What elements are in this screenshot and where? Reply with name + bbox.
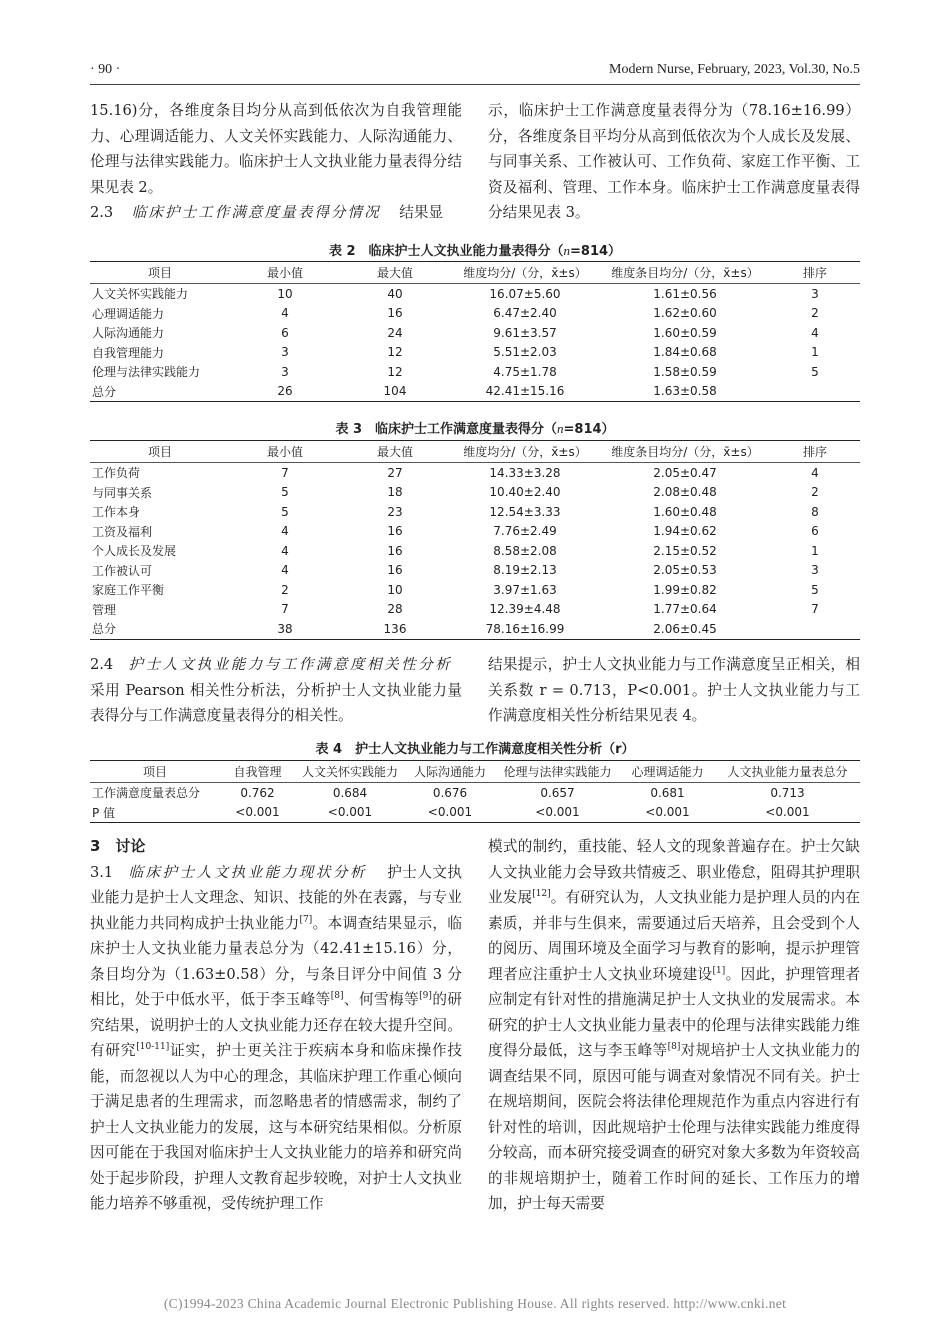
column-header: 维度条目均分/（分，x̄±s） bbox=[600, 441, 770, 463]
top-right-column bbox=[488, 98, 860, 226]
table-cell: 6.47±2.40 bbox=[493, 306, 557, 321]
table-cell: 14.33±3.28 bbox=[489, 465, 561, 480]
column-header: 项目 bbox=[90, 761, 220, 783]
row-label: P 值 bbox=[90, 803, 220, 823]
table-cell: 2.05±0.47 bbox=[653, 465, 717, 480]
table-cell: 3.97±1.63 bbox=[493, 582, 557, 597]
table3 bbox=[90, 440, 860, 640]
table-cell: 1.84±0.68 bbox=[653, 345, 717, 360]
table-row bbox=[90, 561, 860, 581]
column-header: 最小值 bbox=[230, 262, 340, 284]
table-cell: 2.06±0.45 bbox=[600, 619, 770, 639]
table-row bbox=[90, 522, 860, 542]
table-cell: 1.58±0.59 bbox=[653, 364, 717, 379]
column-header: 最大值 bbox=[340, 262, 450, 284]
table-cell: 1 bbox=[811, 543, 819, 558]
table-cell: 2 bbox=[811, 485, 819, 500]
table-row bbox=[90, 541, 860, 561]
table4 bbox=[90, 760, 860, 823]
table-cell: <0.001 bbox=[620, 803, 715, 823]
table-row bbox=[90, 580, 860, 600]
table-cell: 23 bbox=[387, 504, 403, 519]
table-cell: 1.77±0.64 bbox=[653, 602, 717, 617]
table-cell: 10 bbox=[387, 582, 403, 597]
table-cell: 0.713 bbox=[770, 785, 805, 800]
row-label: 自我管理能力 bbox=[92, 345, 165, 360]
row-label: 人际沟通能力 bbox=[92, 326, 165, 341]
table-cell: 2 bbox=[811, 306, 819, 321]
row-label: 心理调适能力 bbox=[92, 306, 165, 321]
column-header: 人际沟通能力 bbox=[405, 761, 495, 783]
citation: [7] bbox=[299, 914, 313, 925]
table-cell: 12 bbox=[387, 364, 403, 379]
table-cell: 4 bbox=[281, 543, 289, 558]
table-cell: <0.001 bbox=[405, 803, 495, 823]
table-header-row bbox=[90, 441, 860, 463]
table-cell: 1.99±0.82 bbox=[653, 582, 717, 597]
table-cell: 18 bbox=[387, 485, 403, 500]
table-cell: 2.05±0.53 bbox=[653, 563, 717, 578]
table-cell: 2.08±0.48 bbox=[653, 485, 717, 500]
column-header: 项目 bbox=[90, 262, 230, 284]
table-cell: 12.39±4.48 bbox=[489, 602, 561, 617]
table-cell: 1.62±0.60 bbox=[653, 306, 717, 321]
subsection-number: 3.1 bbox=[90, 863, 114, 881]
table-row bbox=[90, 382, 860, 402]
header-rule bbox=[90, 84, 860, 85]
row-label: 家庭工作平衡 bbox=[92, 583, 165, 598]
table2 bbox=[90, 261, 860, 402]
table-cell: <0.001 bbox=[295, 803, 405, 823]
table-row bbox=[90, 362, 860, 382]
table-cell: 6 bbox=[281, 325, 289, 340]
column-header: 维度均分/（分，x̄±s） bbox=[450, 441, 600, 463]
column-header: 伦理与法律实践能力 bbox=[495, 761, 620, 783]
table-cell: 9.61±3.57 bbox=[493, 325, 557, 340]
table-cell: 24 bbox=[387, 325, 403, 340]
discussion-right-column bbox=[488, 834, 860, 1217]
table-cell: 1 bbox=[811, 345, 819, 360]
section-body: 采用 Pearson 相关性分析法，分析护士人文执业能力量表得分与工作满意度量表得分的相关性。 bbox=[90, 681, 462, 724]
table-cell: 16 bbox=[387, 306, 403, 321]
row-label: 总分 bbox=[90, 619, 230, 639]
table-cell: 1.60±0.59 bbox=[653, 325, 717, 340]
citation: [1] bbox=[712, 965, 726, 976]
discussion-left-column bbox=[90, 834, 462, 1217]
section-number: 2.4 bbox=[90, 656, 114, 673]
table-cell: 8.58±2.08 bbox=[493, 543, 557, 558]
column-header: 排序 bbox=[770, 441, 860, 463]
table-row bbox=[90, 483, 860, 503]
table-cell: 4 bbox=[811, 465, 819, 480]
table-cell: 4 bbox=[811, 325, 819, 340]
table-cell: <0.001 bbox=[495, 803, 620, 823]
table-cell: 28 bbox=[387, 602, 403, 617]
table-cell: 2.15±0.52 bbox=[653, 543, 717, 558]
mid-right-paragraph: 结果提示，护士人文执业能力与工作满意度呈正相关，相关系数 r = 0.713，P<0.001。护士人文执业能力与工作满意度相关性分析结果见表 4。 bbox=[488, 656, 860, 724]
table-cell: 16 bbox=[387, 524, 403, 539]
row-label: 人文关怀实践能力 bbox=[92, 287, 189, 302]
table-cell: 12 bbox=[387, 345, 403, 360]
row-label: 伦理与法律实践能力 bbox=[92, 365, 201, 380]
table-cell: 42.41±15.16 bbox=[450, 382, 600, 402]
table-cell: <0.001 bbox=[715, 803, 860, 823]
top-left-paragraph: 15.16)分，各维度条目均分从高到低依次为自我管理能力、心理调适能力、人文关怀实践能力、人际沟通能力、伦理与法律实践能力。临床护士人文执业能力量表得分结果见表 2。 bbox=[90, 102, 462, 196]
table-row bbox=[90, 502, 860, 522]
table-cell bbox=[770, 382, 860, 402]
table-row bbox=[90, 343, 860, 363]
table-cell: 8.19±2.13 bbox=[493, 563, 557, 578]
top-left-column bbox=[90, 98, 462, 226]
table-row bbox=[90, 304, 860, 324]
table-cell: 136 bbox=[340, 619, 450, 639]
table-cell: 0.684 bbox=[332, 785, 368, 800]
section-3-heading: 3 讨论 bbox=[90, 837, 146, 855]
table-row bbox=[90, 619, 860, 639]
table-cell: 0.681 bbox=[650, 785, 685, 800]
table-row bbox=[90, 803, 860, 823]
table-cell: 7 bbox=[811, 602, 819, 617]
column-header: 最大值 bbox=[340, 441, 450, 463]
row-label: 工作满意度量表总分 bbox=[92, 786, 201, 801]
table-cell: 4.75±1.78 bbox=[493, 364, 557, 379]
mid-left-column bbox=[90, 652, 462, 729]
citation: [8] bbox=[330, 991, 344, 1002]
column-header: 维度均分/（分，x̄±s） bbox=[450, 262, 600, 284]
table-cell: 1.61±0.56 bbox=[653, 286, 717, 301]
column-header: 维度条目均分/（分，x̄±s） bbox=[600, 262, 770, 284]
table-header-row bbox=[90, 761, 860, 783]
table-cell: 3 bbox=[811, 286, 819, 301]
section-3-1-paragraph: 3.1 临床护士人文执业能力现状分析 护士人文执业能力是护士人文理念、知识、技能的外在表露，与专业执业能力共同构成护士执业能力[7]。本调查结果显示，临床护士人文执业能力量表总分为（42.41±15.16）分，条目均分为（1.63±0.58）分，与条目评分中间值 3 分相比，处于中低水平，低于李玉峰等[8]、何雪梅等[9]的研究结果，说明护士的人文执业能力还存在较大提升空间。有研究[10-11]证实，护士更关注于疾病本身和临床操作技能，而忽视以人为中心的理念，其临床护理工作重心倾向于满足患者的生理需求，而忽略患者的情感需求，制约了护士人文执业能力的发展，这与本研究结果相似。分析原因可能在于我国对临床护士人文执业能力的培养和研究尚处于起步阶段，护理人文教育起步较晚，对护士人文执业能力培养不够重视，受传统护理工作 bbox=[90, 863, 462, 1212]
table-cell: 104 bbox=[340, 382, 450, 402]
column-header: 自我管理 bbox=[220, 761, 295, 783]
row-label: 工资及福利 bbox=[92, 524, 153, 539]
discussion-block bbox=[90, 834, 860, 1217]
top-text-block bbox=[90, 98, 860, 226]
subsection-title: 临床护士人文执业能力现状分析 bbox=[128, 863, 367, 881]
table-cell: 5 bbox=[811, 582, 819, 597]
citation: [9] bbox=[419, 991, 432, 1002]
mid-text-block bbox=[90, 652, 860, 729]
table-cell: 8 bbox=[811, 504, 819, 519]
table4-caption: 表 4 护士人文执业能力与工作满意度相关性分析（r） bbox=[315, 742, 635, 757]
table-cell: 10 bbox=[277, 286, 293, 301]
citation: [12] bbox=[532, 889, 551, 900]
table-cell: 3 bbox=[281, 345, 289, 360]
table-cell: 4 bbox=[281, 563, 289, 578]
page-header bbox=[90, 58, 860, 80]
row-label: 个人成长及发展 bbox=[92, 544, 177, 559]
table-cell: 12.54±3.33 bbox=[489, 504, 561, 519]
top-right-paragraph: 示，临床护士工作满意度量表得分为（78.16±16.99）分，各维度条目平均分从高到低依次为个人成长及发展、与同事关系、工作被认可、工作负荷、家庭工作平衡、工资及福利、管理、工作本身。临床护士工作满意度量表得分结果见表 3。 bbox=[488, 102, 860, 221]
section-lead-text: 结果显 bbox=[399, 204, 444, 221]
column-header: 项目 bbox=[90, 441, 230, 463]
discussion-right-paragraph: 模式的制约，重技能、轻人文的现象普遍存在。护士欠缺人文执业能力会导致共情疲乏、职业倦怠，阻碍其护理职业发展[12]。有研究认为，人文执业能力是护理人员的内在素质，并非与生俱来，需要通过后天培养，且会受到个人的阅历、周围环境及全面学习与教育的影响，提示护理管理者应注重护士人文执业环境建设[1]。因此，护理管理者应制定有针对性的措施满足护士人文执业的发展需求。本研究的护士人文执业能力量表中的伦理与法律实践能力维度得分最低，这与李玉峰等[8]对规培护士人文执业能力的调查结果不同，原因可能与调查对象情况不同有关。护士在规培期间，医院会将法律伦理规范作为重点内容进行有针对性的培训，因此规培护士伦理与法律实践能力维度得分较高，而本研究接受调查的研究对象大多数为年资较高的非规培期护士，随着工作时间的延长、工作压力的增加，护士每天需要 bbox=[488, 838, 860, 1212]
journal-citation: Modern Nurse, February, 2023, Vol.30, No.5 bbox=[609, 62, 860, 77]
row-label: 工作负荷 bbox=[92, 466, 141, 481]
table-cell: 1.63±0.58 bbox=[600, 382, 770, 402]
section-2-4-paragraph bbox=[90, 652, 462, 729]
table-cell: 5.51±2.03 bbox=[493, 345, 557, 360]
column-header: 心理调适能力 bbox=[620, 761, 715, 783]
table2-caption: 表 2 临床护士人文执业能力量表得分（n=814） bbox=[328, 243, 622, 259]
table-row bbox=[90, 600, 860, 620]
table-cell: 1.60±0.48 bbox=[653, 504, 717, 519]
table-cell: 40 bbox=[387, 286, 403, 301]
column-header: 人文关怀实践能力 bbox=[295, 761, 405, 783]
table-cell: 16.07±5.60 bbox=[489, 286, 561, 301]
section-number: 2.3 bbox=[90, 204, 114, 221]
table-cell: 4 bbox=[281, 524, 289, 539]
table3-caption: 表 3 临床护士工作满意度量表得分（n=814） bbox=[335, 421, 615, 437]
table-cell: 10.40±2.40 bbox=[489, 485, 561, 500]
citation: [10-11] bbox=[136, 1042, 170, 1053]
table-cell: 7 bbox=[281, 465, 289, 480]
table-cell: 3 bbox=[281, 364, 289, 379]
table-cell: 3 bbox=[811, 563, 819, 578]
table-cell: 7 bbox=[281, 602, 289, 617]
table-cell: 16 bbox=[387, 563, 403, 578]
table-cell: <0.001 bbox=[220, 803, 295, 823]
table-cell: 4 bbox=[281, 306, 289, 321]
column-header: 最小值 bbox=[230, 441, 340, 463]
copyright-footer: (C)1994-2023 China Academic Journal Electronic Publishing House. All rights reserved. http://www.cnki.net bbox=[163, 1296, 787, 1311]
column-header: 排序 bbox=[770, 262, 860, 284]
row-label: 与同事关系 bbox=[92, 485, 153, 500]
citation: [8] bbox=[667, 1042, 681, 1053]
table-cell: 16 bbox=[387, 543, 403, 558]
table-cell: 78.16±16.99 bbox=[450, 619, 600, 639]
row-label: 工作本身 bbox=[92, 505, 141, 520]
table-cell: 6 bbox=[811, 524, 819, 539]
table-cell: 7.76±2.49 bbox=[493, 524, 557, 539]
section-2-3-heading bbox=[90, 200, 462, 226]
table-cell: 2 bbox=[281, 582, 289, 597]
table-cell: 0.657 bbox=[540, 785, 575, 800]
table-cell: 38 bbox=[230, 619, 340, 639]
table-row bbox=[90, 323, 860, 343]
table-cell: 5 bbox=[281, 504, 289, 519]
table-cell: 5 bbox=[811, 364, 819, 379]
row-label: 工作被认可 bbox=[92, 563, 153, 578]
table-cell bbox=[770, 619, 860, 639]
row-label: 管理 bbox=[92, 602, 117, 617]
table-row bbox=[90, 463, 860, 483]
table-cell: 5 bbox=[281, 485, 289, 500]
table-row bbox=[90, 783, 860, 803]
table-cell: 26 bbox=[230, 382, 340, 402]
mid-right-column bbox=[488, 652, 860, 729]
column-header: 人文执业能力量表总分 bbox=[715, 761, 860, 783]
section-title: 临床护士工作满意度量表得分情况 bbox=[131, 204, 381, 221]
table-cell: 1.94±0.62 bbox=[653, 524, 717, 539]
table-header-row bbox=[90, 262, 860, 284]
table-cell: 0.762 bbox=[240, 785, 275, 800]
table-cell: 27 bbox=[387, 465, 403, 480]
table-row bbox=[90, 284, 860, 304]
table-cell: 0.676 bbox=[432, 785, 468, 800]
page-number: · 90 · bbox=[90, 62, 121, 77]
section-title: 护士人文执业能力与工作满意度相关性分析 bbox=[128, 656, 453, 673]
row-label: 总分 bbox=[90, 382, 230, 402]
